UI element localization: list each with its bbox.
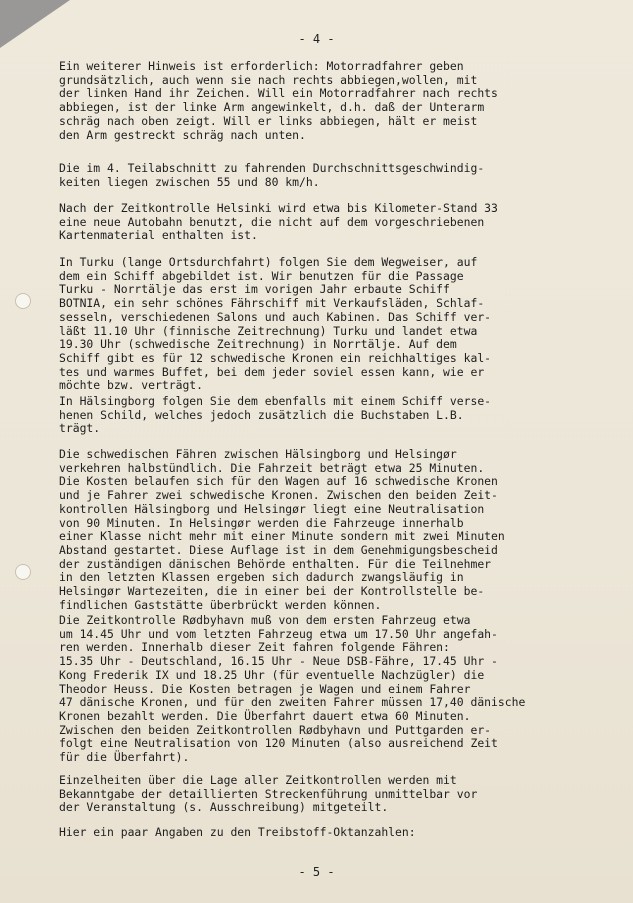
text-line: 47 dänische Kronen, und für den zweiten Fahrer müssen 17,40 dänische <box>59 695 526 710</box>
text-line: grundsätzlich, auch wenn sie nach rechts abbiegen,wollen, mit <box>59 72 478 87</box>
text-line: der linken Hand ihr Zeichen. Will ein Motorradfahrer nach rechts <box>59 86 498 101</box>
text-line: Kartenmaterial enthalten ist. <box>59 228 258 243</box>
text-line: Kronen bezahlt werden. Die Überfahrt dauert etwa 60 Minuten. <box>59 708 471 723</box>
text-line: Schiff gibt es für 12 schwedische Kronen ein reichhaltiges kal- <box>59 350 492 365</box>
text-line: möchte bzw. verträgt. <box>59 378 204 393</box>
text-line: Theodor Heuss. Die Kosten betragen je Wagen und einem Fahrer <box>59 681 471 696</box>
paragraph <box>59 202 498 243</box>
text-line: Turku - Norrtälje das erst im vorigen Jahr erbaute Schiff <box>59 282 450 297</box>
text-line: läßt 11.10 Uhr (finnische Zeitrechnung) Turku und landet etwa <box>59 323 478 338</box>
text-line: und je Fahrer zwei schwedische Kronen. Zwischen den beiden Zeit- <box>59 488 498 503</box>
text-line: um 14.45 Uhr und vom letzten Fahrzeug etwa um 17.50 Uhr angefah- <box>59 626 498 641</box>
paragraph <box>59 60 498 142</box>
page-number-footer: - 5 - <box>298 865 335 879</box>
text-line: Bekanntgabe der detaillierten Streckenführung unmittelbar vor <box>59 786 478 801</box>
paragraph <box>59 395 491 436</box>
text-line: Zwischen den beiden Zeitkontrollen Rødbyhavn und Puttgarden er- <box>59 722 492 737</box>
text-line: Hier ein paar Angaben zu den Treibstoff-Oktanzahlen: <box>59 825 416 839</box>
text-line: der zuständigen dänischen Behörde enthalten. Für die Teilnehmer <box>59 556 492 571</box>
punch-hole <box>15 564 31 580</box>
text-line: Die Zeitkontrolle Rødbyhavn muß von dem ersten Fahrzeug etwa <box>59 613 471 627</box>
text-line: verkehren halbstündlich. Die Fahrzeit beträgt etwa 25 Minuten. <box>59 460 485 475</box>
text-line: Die Kosten belaufen sich für den Wagen auf 16 schwedische Kronen <box>59 474 498 489</box>
punch-hole <box>15 293 31 309</box>
text-line: In Turku (lange Ortsdurchfahrt) folgen Sie dem Wegweiser, auf <box>59 255 478 269</box>
text-line: sesseln, verschiedenen Salons und auch Kabinen. Das Schiff ver- <box>59 309 492 324</box>
text-line: Kong Frederik IX und 18.25 Uhr (für eventuelle Nachzügler) die <box>59 667 485 682</box>
text-line: Abstand gestartet. Diese Auflage ist in dem Genehmigungsbescheid <box>59 542 498 557</box>
text-line: eine neue Autobahn benutzt, die nicht auf dem vorgeschriebenen <box>59 214 485 229</box>
text-line: Nach der Zeitkontrolle Helsinki wird etwa bis Kilometer-Stand 33 <box>59 201 498 215</box>
text-line: 15.35 Uhr - Deutschland, 16.15 Uhr - Neue DSB-Fähre, 17.45 Uhr - <box>59 654 498 669</box>
text-line: findlichen Gaststätte überbrückt werden können. <box>59 597 382 612</box>
paragraph <box>59 774 477 815</box>
text-line: in den letzten Klassen ergeben sich dadurch zwangsläufig in <box>59 570 464 585</box>
text-line: keiten liegen zwischen 55 und 80 km/h. <box>59 174 320 189</box>
text-line: 19.30 Uhr (schwedische Zeitrechnung) in Norrtälje. Auf dem <box>59 337 457 352</box>
paragraph <box>59 448 505 612</box>
text-line: Ein weiterer Hinweis ist erforderlich: Motorradfahrer geben <box>59 59 464 73</box>
text-line: kontrollen Hälsingborg und Helsingør liegt eine Neutralisation <box>59 501 485 516</box>
text-line: einer Klasse nicht mehr mit einer Minute sondern mit zwei Minuten <box>59 529 505 544</box>
text-line: henen Schild, welches jedoch zusätzlich die Buchstaben L.B. <box>59 407 464 422</box>
text-line: Die schwedischen Fähren zwischen Hälsingborg und Helsingør <box>59 447 457 461</box>
text-line: von 90 Minuten. In Helsingør werden die Fahrzeuge innerhalb <box>59 515 464 530</box>
text-line: Einzelheiten über die Lage aller Zeitkontrollen werden mit <box>59 773 457 787</box>
page-number-header: - 4 - <box>298 32 335 46</box>
paragraph <box>59 826 416 840</box>
text-line: ren werden. Innerhalb dieser Zeit fahren folgende Fähren: <box>59 640 450 655</box>
text-line: abbiegen, ist der linke Arm angewinkelt, d.h. daß der Unterarm <box>59 100 485 115</box>
text-line: folgt eine Neutralisation von 120 Minuten (also ausreichend Zeit <box>59 736 498 751</box>
paragraph <box>59 162 484 189</box>
text-line: BOTNIA, ein sehr schönes Fährschiff mit Verkaufsläden, Schlaf- <box>59 296 485 311</box>
text-line: für die Überfahrt). <box>59 750 190 765</box>
text-line: In Hälsingborg folgen Sie dem ebenfalls mit einem Schiff verse- <box>59 394 492 408</box>
text-line: schräg nach oben zeigt. Will er links abbiegen, hält er meist <box>59 113 478 128</box>
paragraph <box>59 256 491 393</box>
paragraph <box>59 614 525 765</box>
text-line: trägt. <box>59 421 101 436</box>
text-line: tes und warmes Buffet, bei dem jeder soviel essen kann, wie er <box>59 364 485 379</box>
text-line: Die im 4. Teilabschnitt zu fahrenden Durchschnittsgeschwindig- <box>59 161 485 175</box>
text-line: der Veranstaltung (s. Ausschreibung) mitgeteilt. <box>59 800 389 815</box>
text-line: Helsingør Wartezeiten, die in einer bei der Kontrollstelle be- <box>59 584 485 599</box>
text-line: den Arm gestreckt schräg nach unten. <box>59 127 306 142</box>
text-line: dem ein Schiff abgebildet ist. Wir benutzen für die Passage <box>59 268 464 283</box>
